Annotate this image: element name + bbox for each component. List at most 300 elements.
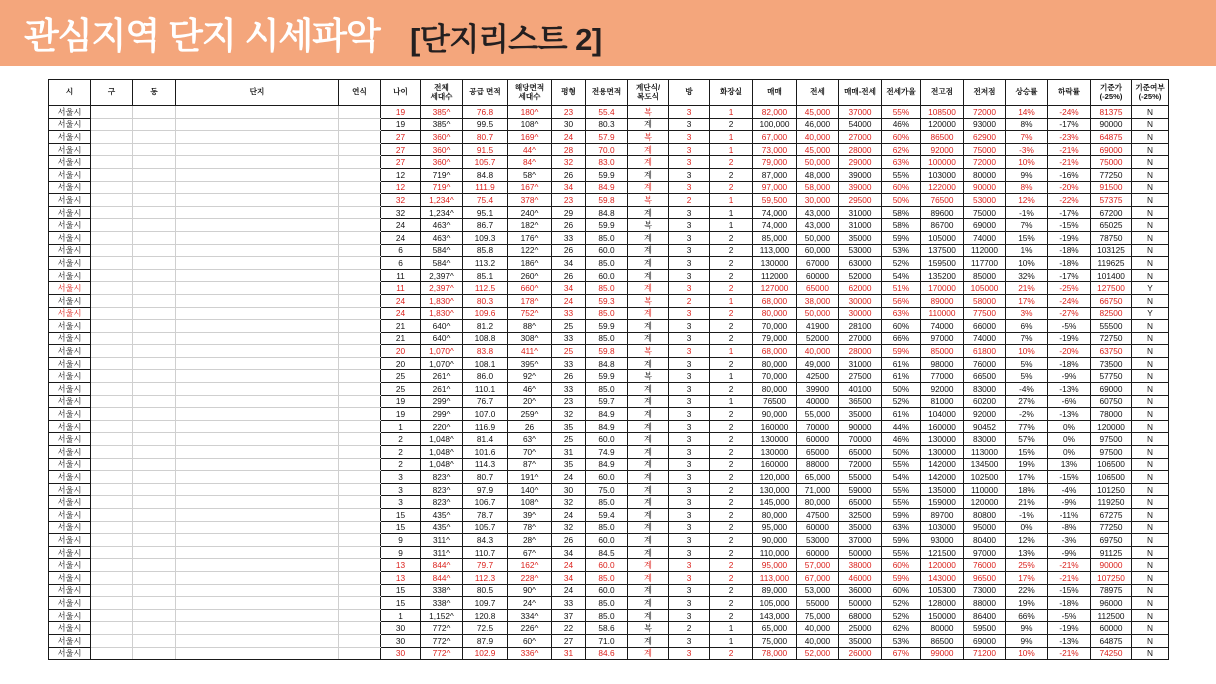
cell-previous-low: 96500 — [964, 571, 1006, 584]
cell-rooms: 3 — [669, 181, 710, 194]
cell-corridor-type: 계 — [628, 307, 669, 320]
cell-rise-rate: 15% — [1006, 231, 1048, 244]
cell-sale-minus-jeonse: 26000 — [839, 647, 882, 660]
cell-dong — [133, 383, 176, 396]
cell-area-households: 395^ — [508, 357, 552, 370]
cell-corridor-type: 계 — [628, 206, 669, 219]
cell-corridor-type: 계 — [628, 609, 669, 622]
cell-city: 서울시 — [49, 383, 91, 396]
cell-dong — [133, 483, 176, 496]
cell-bathrooms: 2 — [710, 168, 753, 181]
cell-age: 15 — [381, 597, 421, 610]
cell-area-households: 108^ — [508, 496, 552, 509]
cell-supply-area: 109.3 — [463, 231, 508, 244]
cell-corridor-type: 복 — [628, 194, 669, 207]
cell-previous-high: 105000 — [921, 231, 964, 244]
cell-total-households: 338^ — [421, 584, 463, 597]
cell-previous-high: 80000 — [921, 622, 964, 635]
table-row — [49, 219, 1169, 232]
cell-pyeong: 24 — [552, 294, 586, 307]
cell-base-price: 103125 — [1091, 244, 1132, 257]
cell-sale-price: 70,000 — [753, 320, 797, 333]
cell-supply-area: 97.9 — [463, 483, 508, 496]
cell-sale-price: 80,000 — [753, 383, 797, 396]
table-row — [49, 231, 1169, 244]
table-row — [49, 143, 1169, 156]
cell-sale-price: 112000 — [753, 269, 797, 282]
cell-supply-area: 101.6 — [463, 446, 508, 459]
cell-pyeong: 24 — [552, 584, 586, 597]
cell-complex-name — [176, 219, 339, 232]
cell-jeonse-ratio: 58% — [882, 206, 921, 219]
cell-rise-rate: 9% — [1006, 168, 1048, 181]
cell-complex-name — [176, 168, 339, 181]
cell-previous-low: 73000 — [964, 584, 1006, 597]
cell-rooms: 3 — [669, 320, 710, 333]
cell-city: 서울시 — [49, 571, 91, 584]
cell-pyeong: 34 — [552, 282, 586, 295]
cell-city: 서울시 — [49, 345, 91, 358]
table-row — [49, 395, 1169, 408]
cell-jeonse-ratio: 50% — [882, 383, 921, 396]
cell-base-met: N — [1132, 446, 1169, 459]
cell-drop-rate: -5% — [1048, 320, 1091, 333]
cell-district — [91, 483, 133, 496]
cell-jeonse-price: 52,000 — [797, 647, 839, 660]
cell-drop-rate: -9% — [1048, 546, 1091, 559]
cell-previous-high: 92000 — [921, 383, 964, 396]
table-row — [49, 156, 1169, 169]
cell-sale-price: 87,000 — [753, 168, 797, 181]
cell-age: 24 — [381, 307, 421, 320]
cell-built-year — [339, 571, 381, 584]
cell-base-price: 77250 — [1091, 521, 1132, 534]
cell-base-price: 74250 — [1091, 647, 1132, 660]
cell-base-price: 82500 — [1091, 307, 1132, 320]
cell-previous-high: 121500 — [921, 546, 964, 559]
cell-jeonse-price: 45,000 — [797, 143, 839, 156]
col-header-drop-rate: 하락률 — [1048, 80, 1091, 106]
cell-rooms: 3 — [669, 571, 710, 584]
cell-corridor-type: 계 — [628, 244, 669, 257]
cell-dong — [133, 521, 176, 534]
cell-total-households: 338^ — [421, 597, 463, 610]
cell-jeonse-price: 60000 — [797, 546, 839, 559]
cell-pyeong: 24 — [552, 559, 586, 572]
cell-jeonse-price: 67,000 — [797, 571, 839, 584]
cell-age: 30 — [381, 647, 421, 660]
cell-supply-area: 113.2 — [463, 257, 508, 270]
cell-drop-rate: -25% — [1048, 282, 1091, 295]
cell-base-met: N — [1132, 168, 1169, 181]
cell-base-price: 119625 — [1091, 257, 1132, 270]
cell-built-year — [339, 307, 381, 320]
cell-sale-price: 80,000 — [753, 307, 797, 320]
cell-base-price: 112500 — [1091, 609, 1132, 622]
cell-previous-high: 89000 — [921, 294, 964, 307]
cell-drop-rate: 0% — [1048, 433, 1091, 446]
cell-drop-rate: -13% — [1048, 383, 1091, 396]
cell-base-met: N — [1132, 194, 1169, 207]
cell-area-households: 90^ — [508, 584, 552, 597]
cell-rise-rate: 10% — [1006, 156, 1048, 169]
cell-supply-area: 86.0 — [463, 370, 508, 383]
cell-age: 6 — [381, 244, 421, 257]
cell-age: 19 — [381, 118, 421, 131]
cell-exclusive-area: 84.8 — [586, 206, 628, 219]
cell-corridor-type: 계 — [628, 408, 669, 421]
cell-dong — [133, 597, 176, 610]
cell-sale-price: 130,000 — [753, 483, 797, 496]
cell-bathrooms: 2 — [710, 408, 753, 421]
cell-dong — [133, 584, 176, 597]
cell-age: 24 — [381, 231, 421, 244]
cell-district — [91, 584, 133, 597]
cell-rooms: 3 — [669, 609, 710, 622]
cell-sale-price: 113,000 — [753, 571, 797, 584]
cell-total-households: 311^ — [421, 546, 463, 559]
cell-sale-price: 74,000 — [753, 219, 797, 232]
cell-exclusive-area: 71.0 — [586, 634, 628, 647]
cell-built-year — [339, 395, 381, 408]
cell-age: 32 — [381, 206, 421, 219]
cell-sale-minus-jeonse: 38000 — [839, 559, 882, 572]
cell-sale-minus-jeonse: 28000 — [839, 143, 882, 156]
cell-exclusive-area: 85.0 — [586, 257, 628, 270]
cell-jeonse-ratio: 55% — [882, 168, 921, 181]
cell-city: 서울시 — [49, 269, 91, 282]
cell-previous-low: 74000 — [964, 332, 1006, 345]
cell-supply-area: 83.8 — [463, 345, 508, 358]
cell-pyeong: 34 — [552, 181, 586, 194]
cell-jeonse-price: 50,000 — [797, 307, 839, 320]
cell-supply-area: 80.7 — [463, 471, 508, 484]
cell-complex-name — [176, 446, 339, 459]
cell-previous-low: 80800 — [964, 509, 1006, 522]
cell-previous-high: 130000 — [921, 446, 964, 459]
cell-total-households: 385^ — [421, 106, 463, 119]
cell-area-households: 182^ — [508, 219, 552, 232]
cell-built-year — [339, 609, 381, 622]
cell-rooms: 3 — [669, 408, 710, 421]
cell-built-year — [339, 231, 381, 244]
cell-base-price: 69750 — [1091, 534, 1132, 547]
cell-drop-rate: -18% — [1048, 244, 1091, 257]
cell-sale-minus-jeonse: 90000 — [839, 420, 882, 433]
cell-city: 서울시 — [49, 647, 91, 660]
cell-sale-minus-jeonse: 27000 — [839, 332, 882, 345]
cell-base-met: N — [1132, 156, 1169, 169]
cell-base-price: 101400 — [1091, 269, 1132, 282]
cell-previous-low: 80400 — [964, 534, 1006, 547]
cell-jeonse-ratio: 61% — [882, 370, 921, 383]
cell-base-met: N — [1132, 420, 1169, 433]
cell-base-met: N — [1132, 257, 1169, 270]
table-row — [49, 647, 1169, 660]
cell-sale-price: 143,000 — [753, 609, 797, 622]
cell-sale-minus-jeonse: 39000 — [839, 168, 882, 181]
table-row — [49, 571, 1169, 584]
cell-total-households: 1,234^ — [421, 206, 463, 219]
cell-built-year — [339, 168, 381, 181]
cell-rooms: 3 — [669, 446, 710, 459]
cell-total-households: 2,397^ — [421, 269, 463, 282]
cell-rooms: 3 — [669, 471, 710, 484]
cell-district — [91, 458, 133, 471]
table-row — [49, 320, 1169, 333]
cell-base-met: N — [1132, 634, 1169, 647]
col-header-age: 나이 — [381, 80, 421, 106]
cell-rooms: 3 — [669, 370, 710, 383]
cell-area-households: 140^ — [508, 483, 552, 496]
cell-complex-name — [176, 395, 339, 408]
cell-base-price: 97500 — [1091, 433, 1132, 446]
cell-previous-high: 170000 — [921, 282, 964, 295]
table-row — [49, 118, 1169, 131]
cell-previous-high: 89600 — [921, 206, 964, 219]
complex-list-table — [48, 79, 1169, 660]
cell-area-households: 24^ — [508, 597, 552, 610]
cell-complex-name — [176, 244, 339, 257]
cell-built-year — [339, 647, 381, 660]
cell-sale-minus-jeonse: 31000 — [839, 206, 882, 219]
cell-pyeong: 26 — [552, 534, 586, 547]
cell-jeonse-ratio: 55% — [882, 458, 921, 471]
cell-city: 서울시 — [49, 219, 91, 232]
cell-base-price: 60000 — [1091, 622, 1132, 635]
table-row — [49, 106, 1169, 119]
cell-supply-area: 80.3 — [463, 294, 508, 307]
cell-previous-low: 62900 — [964, 131, 1006, 144]
cell-built-year — [339, 206, 381, 219]
cell-bathrooms: 1 — [710, 106, 753, 119]
cell-jeonse-price: 41900 — [797, 320, 839, 333]
cell-complex-name — [176, 433, 339, 446]
cell-dong — [133, 106, 176, 119]
cell-corridor-type: 계 — [628, 521, 669, 534]
cell-corridor-type: 계 — [628, 546, 669, 559]
cell-jeonse-ratio: 63% — [882, 307, 921, 320]
cell-rooms: 3 — [669, 332, 710, 345]
cell-district — [91, 634, 133, 647]
cell-exclusive-area: 75.0 — [586, 483, 628, 496]
cell-dong — [133, 168, 176, 181]
cell-corridor-type: 계 — [628, 181, 669, 194]
cell-total-households: 772^ — [421, 622, 463, 635]
cell-previous-low: 90452 — [964, 420, 1006, 433]
cell-complex-name — [176, 231, 339, 244]
cell-base-price: 78750 — [1091, 231, 1132, 244]
cell-supply-area: 107.0 — [463, 408, 508, 421]
cell-jeonse-ratio: 61% — [882, 357, 921, 370]
cell-rise-rate: 10% — [1006, 257, 1048, 270]
cell-dong — [133, 609, 176, 622]
cell-base-met: N — [1132, 206, 1169, 219]
cell-jeonse-price: 40,000 — [797, 345, 839, 358]
cell-bathrooms: 2 — [710, 357, 753, 370]
cell-total-households: 261^ — [421, 383, 463, 396]
cell-complex-name — [176, 509, 339, 522]
cell-bathrooms: 2 — [710, 496, 753, 509]
cell-sale-minus-jeonse: 72000 — [839, 458, 882, 471]
cell-complex-name — [176, 521, 339, 534]
cell-base-price: 72750 — [1091, 332, 1132, 345]
cell-rooms: 3 — [669, 244, 710, 257]
cell-jeonse-ratio: 52% — [882, 597, 921, 610]
cell-drop-rate: -15% — [1048, 471, 1091, 484]
cell-rise-rate: -3% — [1006, 143, 1048, 156]
table-row — [49, 458, 1169, 471]
cell-city: 서울시 — [49, 320, 91, 333]
cell-jeonse-price: 39900 — [797, 383, 839, 396]
cell-previous-high: 122000 — [921, 181, 964, 194]
cell-previous-high: 110000 — [921, 307, 964, 320]
cell-previous-low: 75000 — [964, 143, 1006, 156]
cell-previous-low: 76000 — [964, 559, 1006, 572]
cell-previous-low: 102500 — [964, 471, 1006, 484]
cell-bathrooms: 2 — [710, 471, 753, 484]
cell-previous-low: 117700 — [964, 257, 1006, 270]
cell-built-year — [339, 471, 381, 484]
cell-complex-name — [176, 584, 339, 597]
cell-dong — [133, 559, 176, 572]
cell-jeonse-ratio: 66% — [882, 332, 921, 345]
cell-rooms: 3 — [669, 231, 710, 244]
table-row — [49, 206, 1169, 219]
cell-drop-rate: -21% — [1048, 571, 1091, 584]
cell-bathrooms: 1 — [710, 395, 753, 408]
cell-age: 32 — [381, 194, 421, 207]
cell-exclusive-area: 85.0 — [586, 597, 628, 610]
col-header-pyeong: 평형 — [552, 80, 586, 106]
cell-jeonse-price: 49,000 — [797, 357, 839, 370]
cell-total-households: 584^ — [421, 244, 463, 257]
cell-city: 서울시 — [49, 546, 91, 559]
cell-pyeong: 31 — [552, 446, 586, 459]
cell-city: 서울시 — [49, 458, 91, 471]
cell-sale-price: 80,000 — [753, 357, 797, 370]
col-header-complex-name: 단지 — [176, 80, 339, 106]
cell-previous-high: 100000 — [921, 156, 964, 169]
cell-corridor-type: 계 — [628, 383, 669, 396]
cell-pyeong: 25 — [552, 320, 586, 333]
cell-city: 서울시 — [49, 433, 91, 446]
cell-pyeong: 24 — [552, 131, 586, 144]
cell-total-households: 844^ — [421, 571, 463, 584]
cell-rooms: 3 — [669, 584, 710, 597]
cell-complex-name — [176, 143, 339, 156]
cell-city: 서울시 — [49, 357, 91, 370]
cell-base-met: N — [1132, 546, 1169, 559]
cell-total-households: 2,397^ — [421, 282, 463, 295]
cell-rooms: 3 — [669, 458, 710, 471]
cell-bathrooms: 2 — [710, 320, 753, 333]
cell-jeonse-price: 65000 — [797, 446, 839, 459]
table-row — [49, 584, 1169, 597]
cell-pyeong: 33 — [552, 231, 586, 244]
cell-total-households: 823^ — [421, 471, 463, 484]
cell-sale-minus-jeonse: 37000 — [839, 106, 882, 119]
cell-area-households: 226^ — [508, 622, 552, 635]
cell-age: 1 — [381, 609, 421, 622]
cell-district — [91, 131, 133, 144]
cell-city: 서울시 — [49, 483, 91, 496]
cell-corridor-type: 계 — [628, 282, 669, 295]
cell-age: 15 — [381, 584, 421, 597]
cell-corridor-type: 계 — [628, 257, 669, 270]
cell-rise-rate: -1% — [1006, 509, 1048, 522]
cell-sale-price: 90,000 — [753, 534, 797, 547]
cell-previous-low: 75000 — [964, 206, 1006, 219]
cell-jeonse-ratio: 52% — [882, 395, 921, 408]
cell-rise-rate: 17% — [1006, 471, 1048, 484]
cell-jeonse-price: 42500 — [797, 370, 839, 383]
cell-dong — [133, 219, 176, 232]
cell-city: 서울시 — [49, 496, 91, 509]
cell-district — [91, 446, 133, 459]
cell-bathrooms: 2 — [710, 597, 753, 610]
cell-area-households: 752^ — [508, 307, 552, 320]
cell-previous-high: 77000 — [921, 370, 964, 383]
cell-corridor-type: 계 — [628, 143, 669, 156]
cell-bathrooms: 2 — [710, 231, 753, 244]
cell-previous-high: 81000 — [921, 395, 964, 408]
cell-dong — [133, 458, 176, 471]
cell-dong — [133, 370, 176, 383]
cell-district — [91, 496, 133, 509]
cell-drop-rate: -22% — [1048, 194, 1091, 207]
cell-exclusive-area: 84.5 — [586, 546, 628, 559]
cell-drop-rate: -9% — [1048, 496, 1091, 509]
cell-pyeong: 33 — [552, 383, 586, 396]
cell-sale-minus-jeonse: 25000 — [839, 622, 882, 635]
cell-base-price: 75000 — [1091, 156, 1132, 169]
cell-supply-area: 109.6 — [463, 307, 508, 320]
cell-base-price: 64875 — [1091, 131, 1132, 144]
cell-jeonse-ratio: 63% — [882, 521, 921, 534]
cell-base-met: N — [1132, 584, 1169, 597]
cell-previous-high: 135000 — [921, 483, 964, 496]
cell-exclusive-area: 85.0 — [586, 332, 628, 345]
cell-jeonse-price: 60000 — [797, 269, 839, 282]
cell-dong — [133, 257, 176, 270]
table-row — [49, 483, 1169, 496]
cell-sale-minus-jeonse: 59000 — [839, 483, 882, 496]
cell-total-households: 463^ — [421, 231, 463, 244]
cell-age: 21 — [381, 332, 421, 345]
cell-sale-minus-jeonse: 68000 — [839, 609, 882, 622]
cell-rise-rate: 77% — [1006, 420, 1048, 433]
cell-base-met: N — [1132, 647, 1169, 660]
cell-base-price: 78000 — [1091, 408, 1132, 421]
cell-exclusive-area: 85.0 — [586, 609, 628, 622]
cell-district — [91, 143, 133, 156]
cell-supply-area: 110.7 — [463, 546, 508, 559]
cell-supply-area: 95.1 — [463, 206, 508, 219]
cell-drop-rate: -18% — [1048, 257, 1091, 270]
col-header-supply-area: 공급 면적 — [463, 80, 508, 106]
cell-jeonse-price: 53000 — [797, 534, 839, 547]
cell-sale-minus-jeonse: 39000 — [839, 181, 882, 194]
table-row — [49, 408, 1169, 421]
cell-previous-low: 58000 — [964, 294, 1006, 307]
cell-city: 서울시 — [49, 307, 91, 320]
cell-previous-low: 77500 — [964, 307, 1006, 320]
cell-drop-rate: 13% — [1048, 458, 1091, 471]
cell-complex-name — [176, 496, 339, 509]
cell-bathrooms: 2 — [710, 521, 753, 534]
col-header-jeonse-ratio: 전세가율 — [882, 80, 921, 106]
